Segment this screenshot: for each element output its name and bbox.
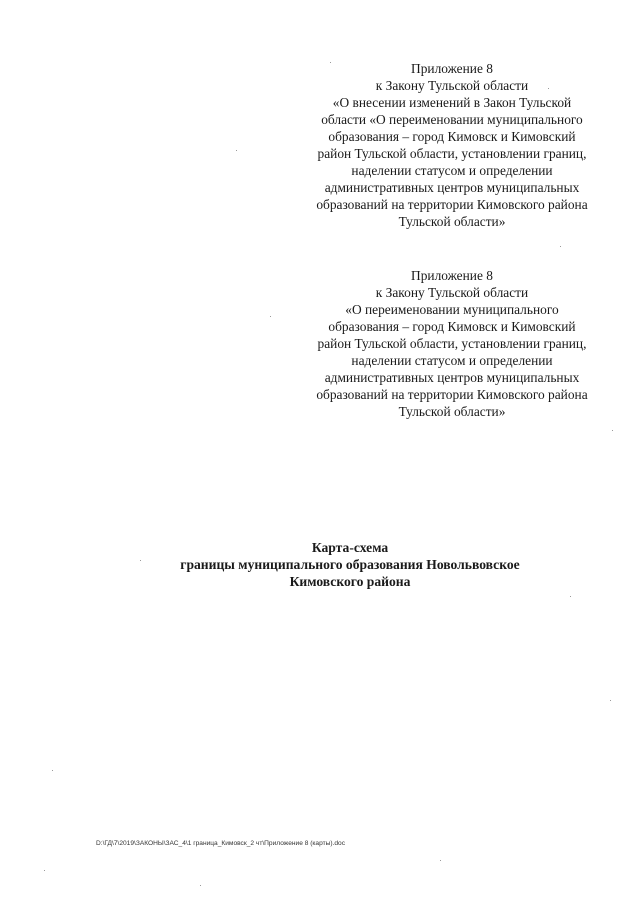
- appendix-line: «О внесении изменений в Закон Тульской: [332, 95, 572, 110]
- scan-speck: [44, 870, 45, 871]
- appendix-line: к Закону Тульской области: [375, 78, 529, 93]
- appendix-line: наделении статусом и определении: [351, 163, 553, 178]
- appendix-line: наделении статусом и определении: [351, 353, 553, 368]
- scan-speck: [140, 560, 141, 561]
- scan-speck: [236, 150, 237, 151]
- footer-file-path: D:\ГД\7\2019\ЗАКОНЫ\ЗАС_4\1 граница_Кимовск_2 чт\Приложение 8 (карты).doc: [96, 840, 346, 847]
- scan-speck: [560, 246, 561, 247]
- appendix-line: административных центров муниципальных: [324, 180, 580, 195]
- appendix-line: административных центров муниципальных: [324, 370, 580, 385]
- appendix-line: к Закону Тульской области: [375, 285, 529, 300]
- appendix-line: области «О переименовании муниципального: [321, 112, 583, 127]
- scan-speck: [330, 62, 331, 63]
- appendix-line: образований на территории Кимовского района: [316, 197, 588, 212]
- scan-speck: [270, 316, 271, 317]
- scan-speck: [440, 860, 441, 861]
- scan-speck: [200, 885, 201, 886]
- appendix-line: «О переименовании муниципального: [345, 302, 559, 317]
- map-title-line: Карта-схема: [311, 540, 389, 555]
- map-title-line: границы муниципального образования Новольвовское: [180, 557, 520, 572]
- scan-speck: [570, 596, 571, 597]
- scan-speck: [612, 430, 613, 431]
- appendix-line: Тульской области»: [398, 404, 506, 419]
- appendix-line: образования – город Кимовск и Кимовский: [328, 319, 576, 334]
- scan-speck: [52, 770, 53, 771]
- appendix-line: Приложение 8: [411, 61, 493, 76]
- appendix-line: Тульской области»: [398, 214, 506, 229]
- scan-speck: [548, 88, 549, 89]
- appendix-header-original: [282, 267, 622, 420]
- map-title: [60, 539, 640, 590]
- appendix-header-amendment: [282, 60, 622, 230]
- appendix-line: район Тульской области, установлении границ,: [317, 336, 587, 351]
- appendix-line: образований на территории Кимовского района: [316, 387, 588, 402]
- appendix-line: район Тульской области, установлении границ,: [317, 146, 587, 161]
- appendix-line: образования – город Кимовск и Кимовский: [328, 129, 576, 144]
- appendix-line: Приложение 8: [411, 268, 493, 283]
- map-title-line: Кимовского района: [289, 574, 411, 589]
- scan-speck: [610, 700, 611, 701]
